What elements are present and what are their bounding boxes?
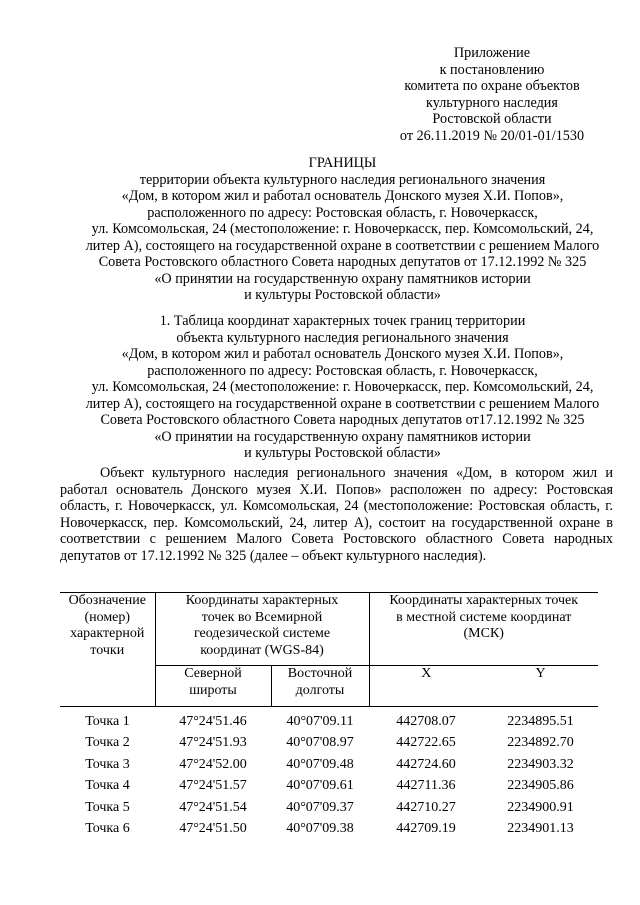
cell-x: 442724.60 [396,756,456,772]
cell-x: 442708.07 [396,713,456,729]
heading-line: «О принятии на государственную охрану памятников истории [154,270,531,287]
cell-y: 2234901.13 [507,821,574,836]
cell-lon: 40°07'09.61 [286,778,354,793]
header-north-latitude [155,666,271,707]
cell-point: Точка 5 [85,799,130,815]
cell-y: 2234895.51 [507,713,574,729]
cell-lon: 40°07'09.11 [286,713,354,729]
cell-lat: 47°24'51.93 [179,735,247,750]
table-row [60,733,598,755]
heading-line: Совета Ростовского областного Совета народных депутатов от 17.12.1992 № 325 [98,254,587,270]
table-row [60,754,598,776]
intro-paragraph: Объект культурного наследия регионального значения «Дом, в котором жил и работал основатель Донского музея Х.И. Попов» расположен по адресу: Ростовская область, г. Новочеркасск, ул. Комсомольская, 24 (местоположение: Ростовская область, г. Новочеркасск, пер. Комсомольский, 24, литер А), состоит на государственной охране в соответствии с решением Малого Совета Ростовского областного Совета народных депутатов от 17.12.1992 № 325 (далее – объект культурного наследия). [60,465,613,564]
caption-line: объекта культурного наследия регионального значения [176,329,509,346]
header-text: широты [189,682,237,698]
heading-line: территории объекта культурного наследия регионального значения [139,171,546,188]
cell-lat: 47°24'51.54 [179,799,247,815]
heading-line: и культуры Ростовской области» [244,287,441,303]
caption-line: расположенного по адресу: Ростовская область, г. Новочеркасск, [147,362,538,379]
appendix-line: Ростовской области [432,111,552,127]
cell-y: 2234903.32 [507,756,574,772]
table-caption [60,313,625,462]
appendix-line: от 26.11.2019 № 20/01-01/1530 [399,127,585,144]
document-heading [60,155,625,304]
cell-point: Точка 1 [85,713,130,729]
header-text: долготы [295,682,345,698]
header-x: X [369,666,483,707]
caption-line: ул. Комсомольская, 24 (местоположение: г. Новочеркасск, пер. Комсомольский, 24, [91,379,594,395]
cell-x: 442722.65 [396,735,456,750]
cell-lon: 40°07'09.48 [286,756,354,772]
cell-x: 442710.27 [396,799,456,815]
cell-y: 2234892.70 [507,735,574,750]
table-header-row [60,593,598,666]
header-text: Обозначение [68,593,146,608]
caption-line: и культуры Ростовской области» [244,445,441,461]
header-text: геодезической системе [193,626,331,641]
caption-line: 1. Таблица координат характерных точек границ территории [159,313,526,329]
cell-lat: 47°24'51.50 [179,821,247,836]
header-text: (номер) [84,609,131,625]
appendix-line: к постановлению [439,61,545,78]
cell-point: Точка 2 [85,735,130,750]
heading-line: литер А), состоящего на государственной охране в соответствии с решением Малого [85,237,600,254]
header-text: Восточной [287,666,353,681]
appendix-line: комитета по охране объектов [404,78,580,94]
header-text: координат (WGS-84) [200,642,324,658]
cell-x: 442711.36 [396,778,456,793]
header-text: характерной [70,626,145,641]
header-y: Y [483,666,598,707]
document-title: ГРАНИЦЫ [308,155,377,171]
coordinates-table [60,592,598,840]
cell-point: Точка 3 [85,756,130,772]
heading-line: ул. Комсомольская, 24 (местоположение: г. Новочеркасск, пер. Комсомольский, 24, [91,221,594,237]
header-text: точек во Всемирной [201,609,323,625]
header-east-longitude [271,666,369,707]
cell-point: Точка 6 [85,821,130,836]
cell-x: 442709.19 [396,821,456,836]
heading-line: «Дом, в котором жил и работал основатель Донского музея Х.И. Попов», [121,188,564,204]
caption-line: «Дом, в котором жил и работал основатель Донского музея Х.И. Попов», [121,346,564,362]
table-row [60,707,598,733]
heading-line: расположенного по адресу: Ростовская область, г. Новочеркасск, [147,204,538,221]
caption-line: литер А), состоящего на государственной охране в соответствии с решением Малого [85,395,600,412]
header-text: точки [90,642,125,658]
appendix-line: Приложение [453,45,531,61]
table-row [60,819,598,841]
header-text: (МСК) [463,626,504,641]
cell-point: Точка 4 [85,778,130,793]
header-point-designation [60,593,155,707]
caption-line: «О принятии на государственную охрану памятников истории [154,428,531,445]
header-msk [369,593,598,666]
appendix-block [382,45,602,144]
table-row [60,797,598,819]
cell-lat: 47°24'51.46 [179,713,247,729]
header-text: Координаты характерных [185,593,339,608]
cell-lat: 47°24'52.00 [179,756,247,772]
cell-y: 2234900.91 [507,799,574,815]
table-row [60,776,598,798]
header-wgs84 [155,593,369,666]
cell-lon: 40°07'09.37 [286,799,354,815]
cell-y: 2234905.86 [507,778,574,793]
header-text: в местной системе координат [396,609,572,625]
cell-lon: 40°07'09.38 [286,821,354,836]
caption-line: Совета Ростовского областного Совета народных депутатов от17.12.1992 № 325 [100,412,585,428]
header-text: Северной [184,666,242,681]
appendix-line: культурного наследия [426,94,558,111]
cell-lon: 40°07'08.97 [286,735,354,750]
header-text: Координаты характерных точек [389,593,579,608]
cell-lat: 47°24'51.57 [179,778,247,793]
